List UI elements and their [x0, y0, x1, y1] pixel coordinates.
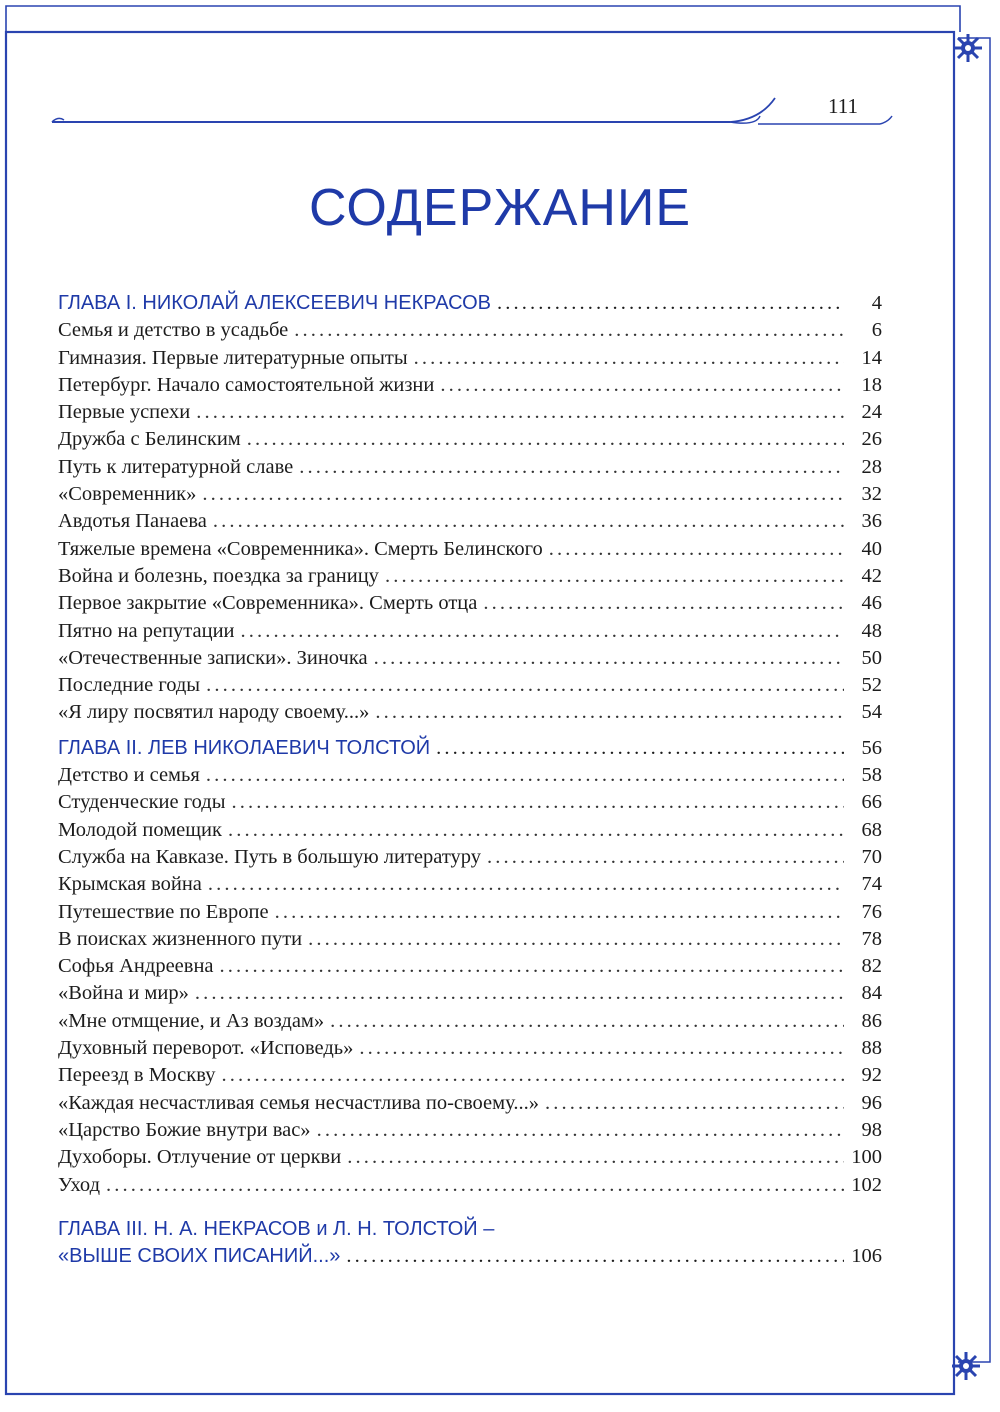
dot-leader: [231, 789, 844, 816]
page-number: 111: [828, 94, 858, 118]
toc-entry-page: 14: [861, 346, 882, 369]
toc-entry[interactable]: [58, 454, 882, 481]
toc-entry-page: 56: [861, 736, 882, 759]
toc-entry-page: 36: [861, 510, 882, 533]
toc-entry-title: Детство и семья: [58, 764, 200, 787]
toc-entry-title: «Царство Божие внутри вас»: [58, 1118, 311, 1141]
toc-entry[interactable]: [58, 317, 882, 344]
dot-leader: [106, 1172, 844, 1199]
dot-leader: [220, 953, 844, 980]
toc-entry-page: 52: [861, 674, 882, 697]
header-flourish: [52, 98, 892, 124]
toc-entry[interactable]: [58, 590, 882, 617]
toc-entry-page: 50: [861, 646, 882, 669]
table-of-contents: [58, 290, 882, 1270]
toc-entry[interactable]: [58, 1008, 882, 1035]
toc-entry-title: «Я лиру посвятил народу своему...»: [58, 701, 370, 724]
dot-leader: [545, 1090, 844, 1117]
dot-leader: [206, 672, 844, 699]
toc-entry[interactable]: [58, 817, 882, 844]
dot-leader: [196, 399, 844, 426]
toc-entry-title: Первое закрытие «Современника». Смерть отца: [58, 592, 478, 615]
dot-leader: [483, 590, 844, 617]
toc-entry-page: 82: [861, 955, 882, 978]
dot-leader: [195, 980, 844, 1007]
dot-leader: [275, 899, 844, 926]
toc-entry-page: 32: [861, 483, 882, 506]
toc-entry-page: 26: [861, 428, 882, 451]
toc-entry-title: Софья Андреевна: [58, 955, 214, 978]
toc-entry[interactable]: [58, 953, 882, 980]
dot-leader: [374, 645, 844, 672]
dot-leader: [440, 372, 844, 399]
dot-leader: [436, 735, 844, 762]
toc-entry[interactable]: [58, 1144, 882, 1171]
toc-entry-title: Семья и детство в усадьбе: [58, 319, 289, 342]
toc-entry-page: 88: [861, 1037, 882, 1060]
toc-entry[interactable]: [58, 1062, 882, 1089]
dot-leader: [414, 345, 844, 372]
toc-entry-page: 84: [861, 982, 882, 1005]
toc-entry-title: Духовный переворот. «Исповедь»: [58, 1037, 354, 1060]
toc-entry-page: 28: [861, 455, 882, 478]
toc-entry-title: Уход: [58, 1173, 101, 1196]
toc-entry-page: 40: [861, 537, 882, 560]
toc-entry-title: Студенческие годы: [58, 791, 226, 814]
dot-leader: [359, 1035, 844, 1062]
toc-entry[interactable]: [58, 980, 882, 1007]
toc-entry-title: «Каждая несчастливая семья несчастлива по-своему...»: [58, 1091, 539, 1114]
toc-entry-title: Петербург. Начало самостоятельной жизни: [58, 373, 435, 396]
dot-leader: [206, 762, 844, 789]
corner-ornament-icon: [952, 1352, 980, 1380]
toc-entry[interactable]: [58, 1117, 882, 1144]
toc-entry[interactable]: [58, 399, 882, 426]
dot-leader: [347, 1144, 844, 1171]
toc-entry-page: 42: [861, 564, 882, 587]
dot-leader: [385, 563, 844, 590]
toc-entry-title: В поисках жизненного пути: [58, 927, 303, 950]
toc-entry-title: Пятно на репутации: [58, 619, 235, 642]
toc-entry-page: 46: [861, 592, 882, 615]
dot-leader: [346, 1243, 844, 1270]
toc-entry[interactable]: [58, 699, 882, 726]
toc-entry-page: 6: [871, 319, 882, 342]
toc-entry[interactable]: [58, 844, 882, 871]
toc-entry-title: Молодой помещик: [58, 818, 222, 841]
toc-entry[interactable]: [58, 618, 882, 645]
toc-entry-page: 98: [861, 1118, 882, 1141]
toc-entry-title: Крымская война: [58, 873, 202, 896]
toc-entry-page: 78: [861, 927, 882, 950]
toc-entry[interactable]: [58, 672, 882, 699]
toc-entry-title: Последние годы: [58, 674, 201, 697]
toc-entry-title: ГЛАВА II. ЛЕВ НИКОЛАЕВИЧ ТОЛСТОЙ: [58, 736, 431, 759]
toc-entry[interactable]: [58, 899, 882, 926]
toc-entry-title: Первые успехи: [58, 401, 191, 424]
dot-leader: [228, 817, 844, 844]
toc-chapter-heading[interactable]: [58, 735, 882, 762]
toc-entry-page: 102: [851, 1173, 882, 1196]
toc-entry-title: «Война и мир»: [58, 982, 189, 1005]
dot-leader: [375, 699, 844, 726]
toc-entry-title: Война и болезнь, поездка за границу: [58, 564, 379, 587]
toc-chapter-heading-continued[interactable]: [58, 1243, 882, 1270]
dot-leader: [294, 317, 844, 344]
dot-leader: [213, 508, 844, 535]
toc-chapter-heading[interactable]: ГЛАВА III. Н. А. НЕКРАСОВ и Л. Н. ТОЛСТОЙ –: [58, 1217, 495, 1240]
toc-entry-page: 54: [861, 701, 882, 724]
toc-entry-page: 92: [861, 1064, 882, 1087]
toc-entry[interactable]: [58, 481, 882, 508]
toc-entry-page: 70: [861, 845, 882, 868]
toc-entry-title: Служба на Кавказе. Путь в большую литературу: [58, 845, 482, 868]
toc-entry[interactable]: [58, 762, 882, 789]
toc-entry-page: 76: [861, 900, 882, 923]
dot-leader: [487, 844, 844, 871]
toc-entry[interactable]: [58, 645, 882, 672]
toc-entry-page: 106: [851, 1244, 882, 1267]
dot-leader: [202, 481, 844, 508]
toc-entry-title: Дружба с Белинским: [58, 428, 241, 451]
toc-entry-title: Путь к литературной славе: [58, 455, 294, 478]
dot-leader: [497, 290, 844, 317]
toc-entry-page: 4: [871, 292, 882, 314]
toc-entry-title: Путешествие по Европе: [58, 900, 269, 923]
toc-entry-title: «ВЫШЕ СВОИХ ПИСАНИЙ...»: [58, 1244, 341, 1267]
toc-entry-page: 86: [861, 1009, 882, 1032]
toc-entry[interactable]: [58, 563, 882, 590]
dot-leader: [317, 1117, 844, 1144]
toc-entry-title: Гимназия. Первые литературные опыты: [58, 346, 408, 369]
toc-entry-title: «Отечественные записки». Зиночка: [58, 646, 368, 669]
toc-entry[interactable]: [58, 345, 882, 372]
toc-entry-title: Переезд в Москву: [58, 1064, 216, 1087]
toc-entry-title: «Мне отмщение, и Аз воздам»: [58, 1009, 325, 1032]
dot-leader: [208, 871, 844, 898]
page-title: СОДЕРЖАНИЕ: [308, 179, 692, 237]
toc-entry[interactable]: [58, 1035, 882, 1062]
dot-leader: [241, 618, 844, 645]
toc-entry[interactable]: [58, 926, 882, 953]
dot-leader: [308, 926, 844, 953]
dot-leader: [247, 426, 844, 453]
dot-leader: [221, 1062, 844, 1089]
toc-entry-page: 74: [861, 873, 882, 896]
dot-leader: [330, 1008, 844, 1035]
toc-entry-title: ГЛАВА I. НИКОЛАЙ АЛЕКСЕЕВИЧ НЕКРАСОВ: [58, 292, 492, 314]
toc-entry-page: 96: [861, 1091, 882, 1114]
toc-entry[interactable]: [58, 372, 882, 399]
toc-entry-title: «Современник»: [58, 483, 197, 506]
toc-entry-title: Тяжелые времена «Современника». Смерть Белинского: [58, 537, 543, 560]
toc-entry-page: 48: [861, 619, 882, 642]
corner-ornament-icon: [954, 34, 982, 62]
toc-entry[interactable]: [58, 1172, 882, 1199]
toc-entry-page: 18: [861, 373, 882, 396]
toc-entry[interactable]: [58, 508, 882, 535]
toc-entry[interactable]: [58, 426, 882, 453]
toc-entry[interactable]: [58, 871, 882, 898]
toc-chapter-heading[interactable]: [58, 290, 882, 317]
toc-entry-title: Духоборы. Отлучение от церкви: [58, 1146, 342, 1169]
toc-entry-page: 24: [861, 401, 882, 424]
toc-entry-title: Авдотья Панаева: [58, 510, 207, 533]
dot-leader: [299, 454, 844, 481]
toc-entry[interactable]: [58, 789, 882, 816]
toc-entry-page: 100: [851, 1146, 882, 1169]
toc-entry-page: 66: [861, 791, 882, 814]
toc-entry[interactable]: [58, 1090, 882, 1117]
toc-entry-page: 58: [861, 764, 882, 787]
toc-entry[interactable]: [58, 536, 882, 563]
toc-entry-page: 68: [861, 818, 882, 841]
dot-leader: [549, 536, 844, 563]
